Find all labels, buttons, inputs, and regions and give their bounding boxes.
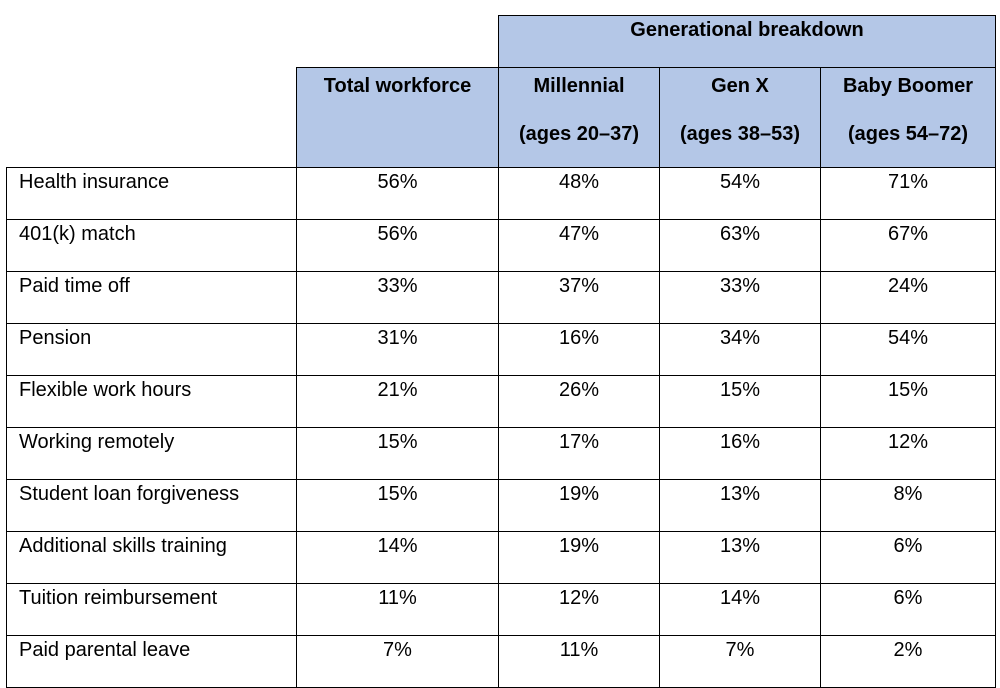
row-label: Paid time off [7, 272, 297, 324]
table-row [7, 376, 996, 428]
benefits-table [6, 15, 996, 688]
value-cell: 33% [660, 272, 821, 324]
column-title: Baby Boomer [842, 75, 974, 97]
value-cell: 11% [297, 584, 499, 636]
value-cell: 19% [499, 480, 660, 532]
value-cell: 33% [297, 272, 499, 324]
column-title: Total workforce [323, 75, 472, 97]
value-cell: 12% [499, 584, 660, 636]
value-cell: 56% [297, 220, 499, 272]
value-cell: 15% [297, 480, 499, 532]
value-cell: 15% [821, 376, 996, 428]
value-cell: 56% [297, 168, 499, 220]
value-cell: 7% [297, 636, 499, 688]
value-cell: 47% [499, 220, 660, 272]
column-header-row [7, 68, 996, 168]
value-cell: 11% [499, 636, 660, 688]
value-cell: 21% [297, 376, 499, 428]
value-cell: 71% [821, 168, 996, 220]
table-row [7, 272, 996, 324]
table-row [7, 584, 996, 636]
value-cell: 37% [499, 272, 660, 324]
row-label: Flexible work hours [7, 376, 297, 428]
table-row [7, 428, 996, 480]
table-row [7, 532, 996, 584]
column-subtitle: (ages 38–53) [679, 123, 801, 145]
value-cell: 48% [499, 168, 660, 220]
column-header-total [297, 68, 499, 168]
value-cell: 15% [297, 428, 499, 480]
column-subtitle: (ages 54–72) [847, 123, 969, 145]
table-row [7, 220, 996, 272]
empty-label-header-cell [7, 68, 297, 168]
value-cell: 8% [821, 480, 996, 532]
value-cell: 54% [821, 324, 996, 376]
column-subtitle: (ages 20–37) [518, 123, 640, 145]
row-label: Tuition reimbursement [7, 584, 297, 636]
value-cell: 6% [821, 532, 996, 584]
value-cell: 2% [821, 636, 996, 688]
value-cell: 13% [660, 532, 821, 584]
value-cell: 19% [499, 532, 660, 584]
value-cell: 26% [499, 376, 660, 428]
column-header-baby-boomer [821, 68, 996, 168]
value-cell: 13% [660, 480, 821, 532]
value-cell: 34% [660, 324, 821, 376]
value-cell: 54% [660, 168, 821, 220]
row-label: Health insurance [7, 168, 297, 220]
empty-corner-cell [7, 16, 297, 68]
value-cell: 63% [660, 220, 821, 272]
row-label: Working remotely [7, 428, 297, 480]
group-header-row [7, 16, 996, 68]
value-cell: 67% [821, 220, 996, 272]
value-cell: 6% [821, 584, 996, 636]
row-label: Pension [7, 324, 297, 376]
row-label: 401(k) match [7, 220, 297, 272]
column-header-genx [660, 68, 821, 168]
value-cell: 24% [821, 272, 996, 324]
generational-breakdown-header: Generational breakdown [499, 16, 996, 68]
column-title: Millennial [533, 75, 625, 97]
row-label: Paid parental leave [7, 636, 297, 688]
table-row [7, 480, 996, 532]
table-body [7, 168, 996, 688]
row-label: Student loan forgiveness [7, 480, 297, 532]
value-cell: 7% [660, 636, 821, 688]
value-cell: 14% [297, 532, 499, 584]
table-row [7, 636, 996, 688]
value-cell: 15% [660, 376, 821, 428]
value-cell: 12% [821, 428, 996, 480]
column-header-millennial [499, 68, 660, 168]
value-cell: 31% [297, 324, 499, 376]
row-label: Additional skills training [7, 532, 297, 584]
value-cell: 16% [499, 324, 660, 376]
table-row [7, 324, 996, 376]
value-cell: 17% [499, 428, 660, 480]
empty-total-cell [297, 16, 499, 68]
column-title: Gen X [711, 75, 769, 97]
value-cell: 14% [660, 584, 821, 636]
table-row [7, 168, 996, 220]
value-cell: 16% [660, 428, 821, 480]
